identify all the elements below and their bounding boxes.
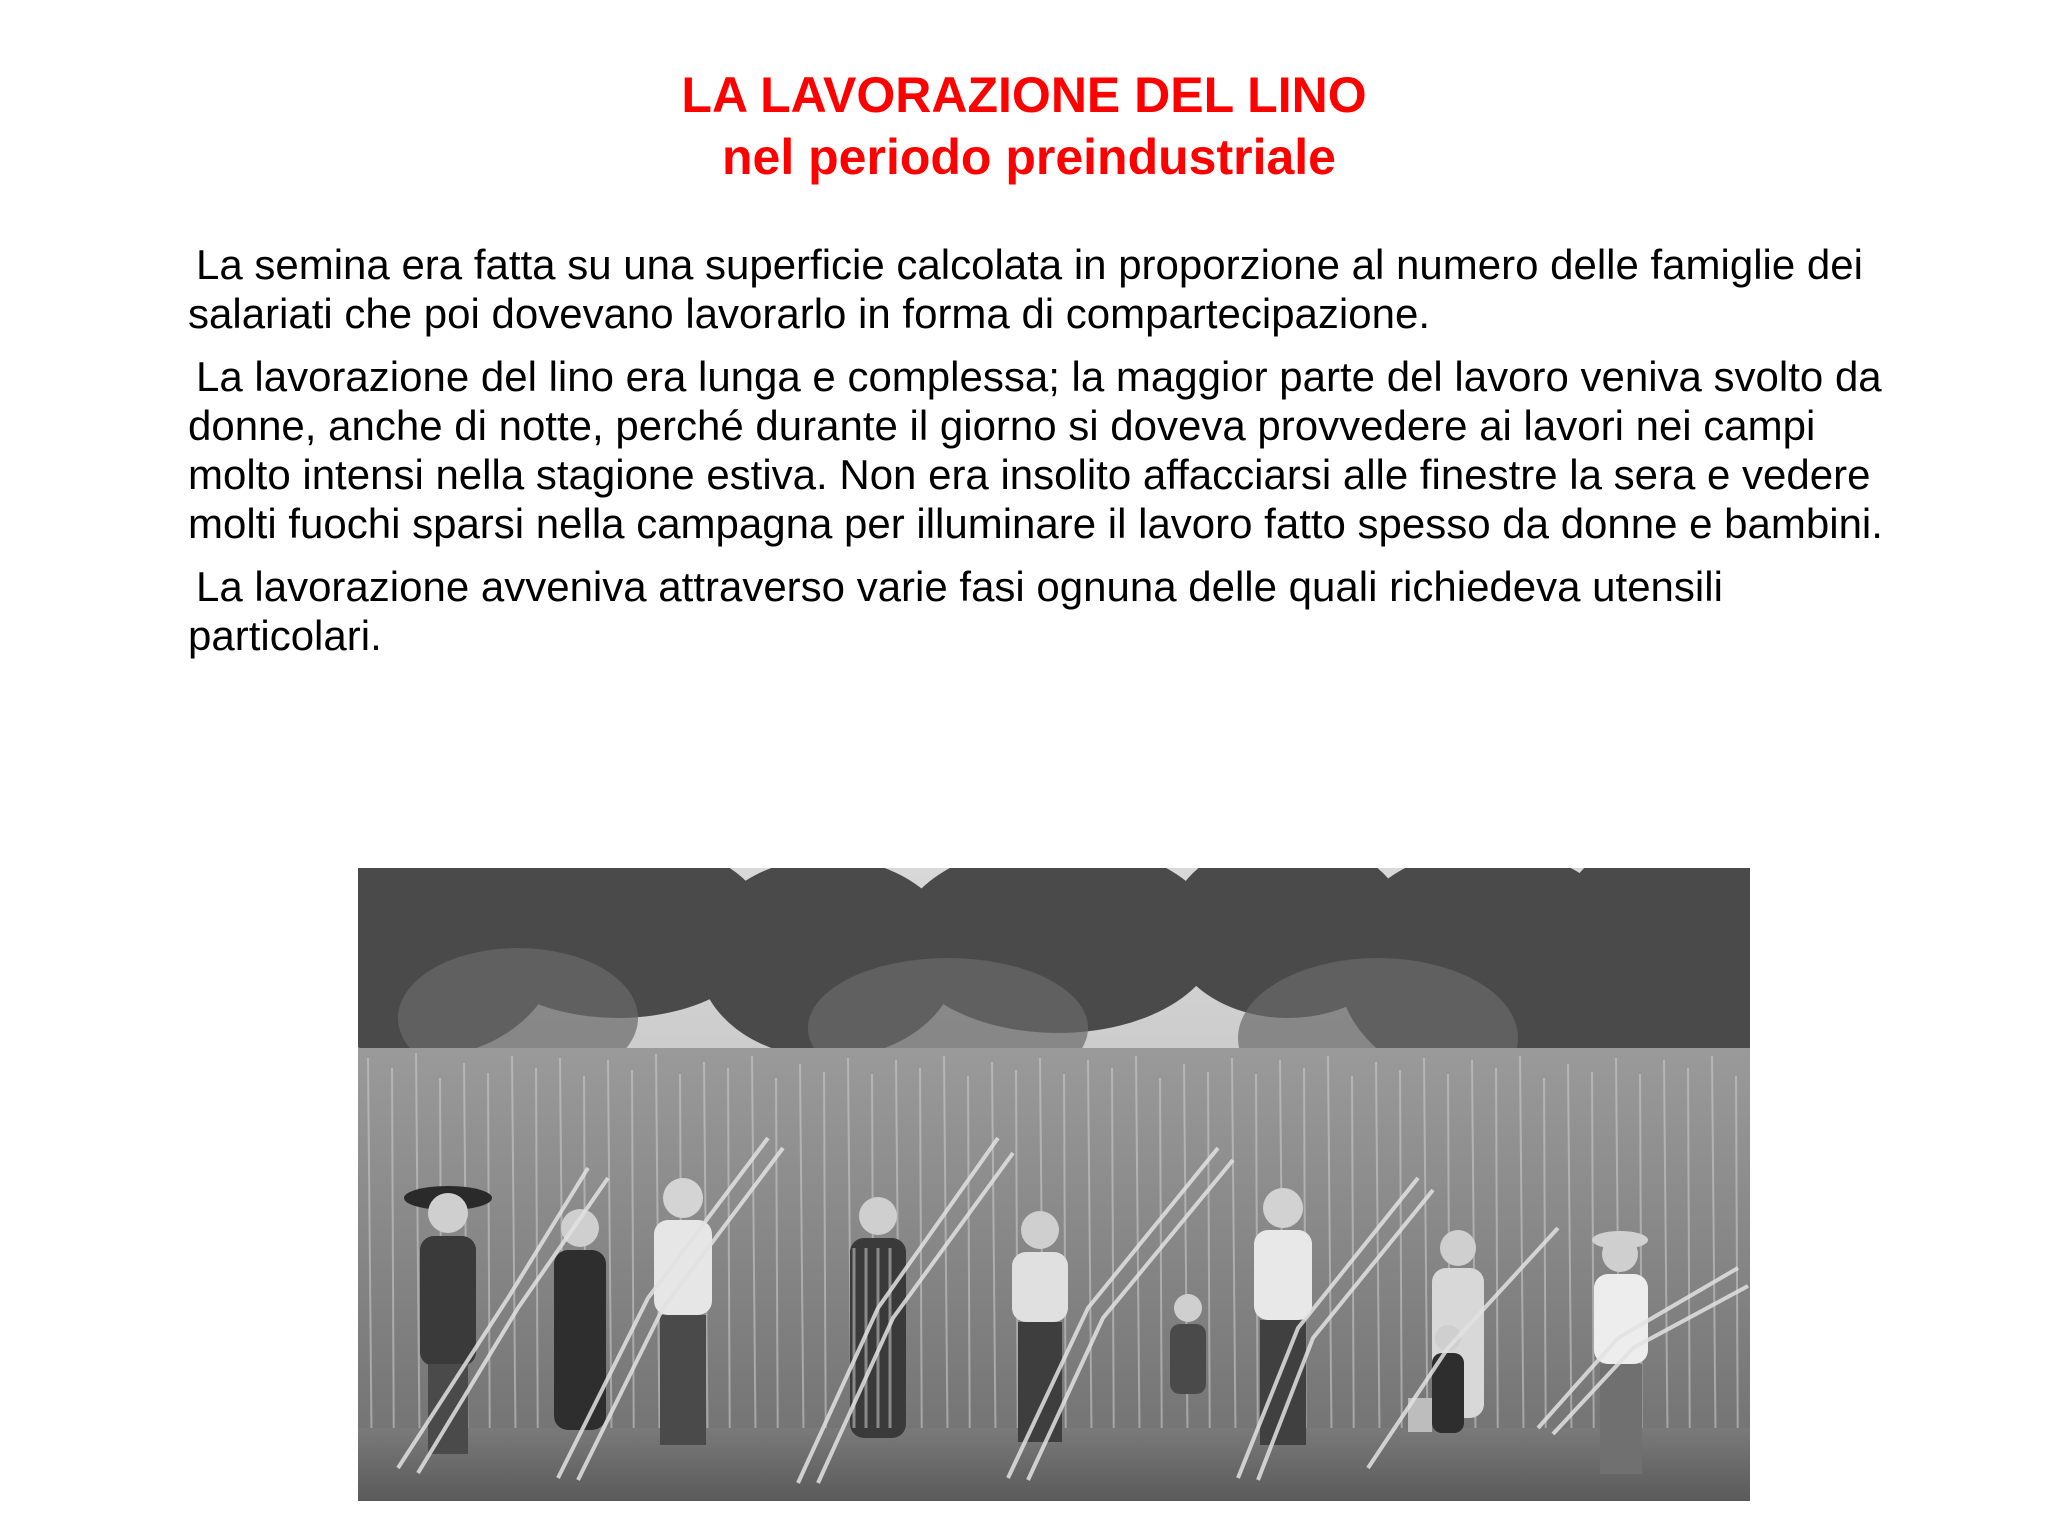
slide-body (188, 240, 1908, 674)
paragraph-3: La lavorazione avveniva attraverso varie fasi ognuna delle quali richiedeva utensili particolari. (188, 563, 1723, 659)
paragraph-2: La lavorazione del lino era lunga e complessa; la maggior parte del lavoro veniva svolto da donne, anche di notte, perché durante il giorno si doveva provvedere ai lavori nei campi molto intensi nella stagione estiva. Non era insolito affacciarsi alle finestre la sera e vedere molti fuochi sparsi nella campagna per illuminare il lavoro fatto spesso da donne e bambini. (188, 353, 1883, 547)
flax-harvest-photo (358, 868, 1750, 1501)
slide-title (0, 64, 2048, 188)
photo-image (358, 868, 1750, 1501)
title-line-1: LA LAVORAZIONE DEL LINO (681, 67, 1367, 123)
paragraph-1: La semina era fatta su una superficie calcolata in proporzione al numero delle famiglie dei salariati che poi dovevano lavorarlo in forma di compartecipazione. (188, 241, 1863, 337)
title-line-2: nel periodo preindustriale (722, 129, 1336, 185)
